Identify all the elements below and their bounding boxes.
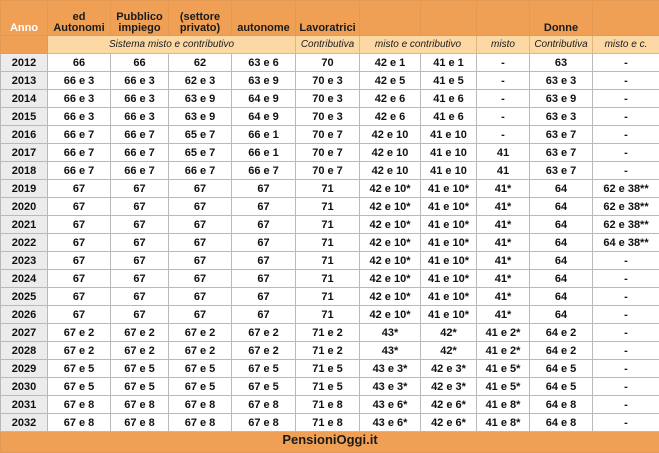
table-cell: 64: [530, 288, 593, 306]
table-cell: 67 e 2: [48, 342, 111, 360]
header-line: Anno: [1, 23, 47, 34]
table-cell: 43 e 3*: [360, 378, 421, 396]
table-cell: 63 e 9: [169, 108, 232, 126]
table-row: [1, 180, 659, 198]
table-cell: 66 e 3: [48, 108, 111, 126]
table-cell: 64 e 38**: [593, 234, 659, 252]
table-cell: 67 e 5: [232, 378, 296, 396]
table-cell: 67: [232, 198, 296, 216]
year-cell: 2032: [1, 414, 48, 432]
table-cell: 41 e 2*: [477, 342, 530, 360]
table-cell: 67 e 2: [232, 342, 296, 360]
table-cell: -: [593, 396, 659, 414]
table-cell: -: [593, 414, 659, 432]
table-cell: 41*: [477, 288, 530, 306]
year-cell: 2016: [1, 126, 48, 144]
table-cell: 67 e 8: [48, 414, 111, 432]
table-row: [1, 378, 659, 396]
table-cell: 41 e 10*: [421, 216, 477, 234]
table-cell: 43 e 3*: [360, 360, 421, 378]
table-cell: 63 e 9: [232, 72, 296, 90]
table-row: [1, 342, 659, 360]
table-cell: 67 e 5: [111, 378, 169, 396]
table-cell: 70 e 7: [296, 162, 360, 180]
table-cell: 67: [111, 180, 169, 198]
header-cell: [593, 1, 659, 36]
table-cell: 67: [48, 252, 111, 270]
table-cell: 42*: [421, 342, 477, 360]
table-cell: -: [593, 54, 659, 72]
header-line: privato): [169, 23, 231, 34]
table-cell: 67: [169, 270, 232, 288]
table-cell: 67: [169, 288, 232, 306]
table-cell: 64 e 5: [530, 360, 593, 378]
table-cell: 42 e 10*: [360, 234, 421, 252]
table-cell: 67: [169, 234, 232, 252]
year-cell: 2013: [1, 72, 48, 90]
header-cell: [169, 1, 232, 36]
table-cell: 66 e 3: [48, 90, 111, 108]
table-cell: 67 e 8: [48, 396, 111, 414]
table-cell: 71: [296, 306, 360, 324]
table-cell: 67 e 8: [169, 396, 232, 414]
table-cell: 41 e 10*: [421, 252, 477, 270]
table-cell: 70 e 3: [296, 108, 360, 126]
table-cell: 67: [169, 252, 232, 270]
table-cell: 66 e 1: [232, 126, 296, 144]
table-cell: 42 e 3*: [421, 378, 477, 396]
table-cell: 67: [111, 216, 169, 234]
table-cell: 63 e 7: [530, 144, 593, 162]
table-cell: 64: [530, 180, 593, 198]
table-cell: -: [477, 90, 530, 108]
table-cell: 66 e 7: [111, 144, 169, 162]
table-cell: 66 e 1: [232, 144, 296, 162]
header-line: Pubblico: [111, 12, 168, 23]
table-cell: 71 e 8: [296, 396, 360, 414]
table-row: [1, 252, 659, 270]
table-cell: 66 e 7: [111, 126, 169, 144]
table-cell: 62 e 38**: [593, 198, 659, 216]
table-row: [1, 396, 659, 414]
table-cell: 66 e 7: [48, 126, 111, 144]
table-cell: 66 e 3: [111, 108, 169, 126]
table-cell: 67 e 8: [232, 414, 296, 432]
table-cell: 41 e 10*: [421, 198, 477, 216]
table-cell: 67: [232, 252, 296, 270]
subheader-misto: misto: [477, 36, 530, 54]
table-cell: 42 e 10: [360, 162, 421, 180]
table-cell: 63 e 6: [232, 54, 296, 72]
table-cell: 41*: [477, 270, 530, 288]
table-cell: 41 e 10*: [421, 288, 477, 306]
table-cell: 64 e 8: [530, 396, 593, 414]
table-cell: 67 e 2: [48, 324, 111, 342]
table-cell: 71: [296, 216, 360, 234]
header-line: autonome: [232, 23, 295, 34]
table-row: [1, 216, 659, 234]
table-cell: 67 e 2: [169, 342, 232, 360]
table-row: [1, 270, 659, 288]
table-cell: 43*: [360, 342, 421, 360]
year-cell: 2019: [1, 180, 48, 198]
table-cell: 64: [530, 270, 593, 288]
table-cell: 67: [111, 252, 169, 270]
table-cell: 63 e 9: [169, 90, 232, 108]
table-cell: 67 e 8: [232, 396, 296, 414]
table-cell: 62 e 3: [169, 72, 232, 90]
table-cell: 42 e 10*: [360, 306, 421, 324]
year-cell: 2018: [1, 162, 48, 180]
table-cell: 42 e 6: [360, 108, 421, 126]
table-cell: 67: [232, 180, 296, 198]
table-cell: 67 e 8: [169, 414, 232, 432]
table-cell: 67 e 5: [48, 378, 111, 396]
table-cell: 41*: [477, 198, 530, 216]
table-cell: -: [593, 378, 659, 396]
table-cell: 71 e 2: [296, 342, 360, 360]
table-cell: 67 e 5: [111, 360, 169, 378]
header-line: Autonomi: [48, 23, 110, 34]
table-cell: 42 e 6*: [421, 414, 477, 432]
header-cell: [530, 1, 593, 36]
table-cell: 64: [530, 198, 593, 216]
table-cell: 63: [530, 54, 593, 72]
table-cell: 67 e 2: [169, 324, 232, 342]
table-cell: 42 e 10*: [360, 216, 421, 234]
table-row: [1, 90, 659, 108]
table-cell: 67 e 5: [48, 360, 111, 378]
table-cell: -: [593, 144, 659, 162]
table-cell: 41 e 10: [421, 126, 477, 144]
table-cell: 62 e 38**: [593, 180, 659, 198]
table-cell: 71: [296, 234, 360, 252]
year-cell: 2028: [1, 342, 48, 360]
table-cell: 42 e 10*: [360, 288, 421, 306]
footer-brand: PensioniOggi.it: [1, 432, 659, 453]
year-cell: 2015: [1, 108, 48, 126]
table-cell: 71: [296, 180, 360, 198]
table-cell: 41*: [477, 306, 530, 324]
table-subheader-row: [1, 36, 659, 54]
table-cell: 67: [111, 306, 169, 324]
year-cell: 2026: [1, 306, 48, 324]
table-row: [1, 162, 659, 180]
table-row: [1, 414, 659, 432]
table-cell: 67 e 8: [111, 414, 169, 432]
table-cell: 66 e 7: [48, 162, 111, 180]
year-cell: 2023: [1, 252, 48, 270]
table-cell: 62 e 38**: [593, 216, 659, 234]
table-cell: -: [477, 72, 530, 90]
table-cell: 67 e 2: [111, 342, 169, 360]
table-cell: -: [477, 54, 530, 72]
table-cell: 41 e 6: [421, 108, 477, 126]
table-cell: 42 e 6: [360, 90, 421, 108]
table-cell: 67 e 5: [169, 378, 232, 396]
year-cell: 2012: [1, 54, 48, 72]
table-cell: 67: [232, 270, 296, 288]
table-cell: -: [593, 288, 659, 306]
table-row: [1, 288, 659, 306]
table-row: [1, 72, 659, 90]
table-cell: 70 e 3: [296, 90, 360, 108]
header-line: Lavoratrici: [296, 23, 359, 34]
table-cell: -: [593, 90, 659, 108]
table-row: [1, 108, 659, 126]
table-cell: -: [477, 126, 530, 144]
table-cell: 63 e 9: [530, 90, 593, 108]
table-cell: 66 e 3: [48, 72, 111, 90]
table-row: [1, 198, 659, 216]
table-row: [1, 360, 659, 378]
table-cell: 64: [530, 306, 593, 324]
table-cell: 67: [111, 288, 169, 306]
table-cell: 41 e 5*: [477, 378, 530, 396]
table-cell: 43 e 6*: [360, 396, 421, 414]
header-line: Donne: [530, 23, 592, 34]
table-row: [1, 54, 659, 72]
table-cell: 67 e 5: [169, 360, 232, 378]
table-row: [1, 144, 659, 162]
table-cell: 70 e 3: [296, 72, 360, 90]
table-cell: 64 e 5: [530, 378, 593, 396]
table-cell: 66: [111, 54, 169, 72]
table-cell: 41 e 8*: [477, 396, 530, 414]
header-cell: [360, 1, 421, 36]
table-cell: -: [477, 108, 530, 126]
table-cell: 41*: [477, 216, 530, 234]
table-cell: 42 e 10*: [360, 198, 421, 216]
table-cell: 67: [169, 216, 232, 234]
table-cell: 71 e 8: [296, 414, 360, 432]
table-cell: -: [593, 342, 659, 360]
year-cell: 2031: [1, 396, 48, 414]
header-cell: [232, 1, 296, 36]
table-cell: 71: [296, 288, 360, 306]
table-cell: 67: [48, 180, 111, 198]
year-cell: 2024: [1, 270, 48, 288]
table-cell: 66 e 7: [169, 162, 232, 180]
table-cell: -: [593, 162, 659, 180]
table-cell: 42 e 10: [360, 126, 421, 144]
subheader-anno-cell: [1, 36, 48, 54]
table-cell: 65 e 7: [169, 144, 232, 162]
table-cell: 66 e 7: [111, 162, 169, 180]
table-cell: 42*: [421, 324, 477, 342]
table-cell: 41 e 1: [421, 54, 477, 72]
table-cell: 64 e 2: [530, 342, 593, 360]
header-line: impiego: [111, 23, 168, 34]
header-cell: [421, 1, 477, 36]
year-cell: 2022: [1, 234, 48, 252]
table-footer-row: [1, 432, 659, 453]
table-cell: -: [593, 360, 659, 378]
table-cell: 66 e 7: [232, 162, 296, 180]
table-cell: 42 e 5: [360, 72, 421, 90]
year-cell: 2030: [1, 378, 48, 396]
table-cell: 67: [48, 288, 111, 306]
table-cell: 70 e 7: [296, 144, 360, 162]
table-header-row: [1, 1, 659, 36]
table-cell: 67 e 5: [232, 360, 296, 378]
table-cell: 41 e 10*: [421, 306, 477, 324]
year-cell: 2014: [1, 90, 48, 108]
table-cell: 41 e 5*: [477, 360, 530, 378]
table-cell: -: [593, 72, 659, 90]
table-cell: 66 e 3: [111, 72, 169, 90]
table-cell: 67: [169, 198, 232, 216]
year-cell: 2029: [1, 360, 48, 378]
table-cell: 67: [232, 288, 296, 306]
table-cell: -: [593, 108, 659, 126]
table-cell: 67: [48, 198, 111, 216]
subheader-sistema-misto: Sistema misto e contributivo: [48, 36, 296, 54]
table-cell: 42 e 1: [360, 54, 421, 72]
header-cell: [111, 1, 169, 36]
table-cell: 41*: [477, 180, 530, 198]
table-cell: 66: [48, 54, 111, 72]
table-cell: 66 e 3: [111, 90, 169, 108]
table-cell: 67: [48, 216, 111, 234]
year-cell: 2017: [1, 144, 48, 162]
table-cell: 67 e 2: [232, 324, 296, 342]
table-cell: 41 e 8*: [477, 414, 530, 432]
table-row: [1, 324, 659, 342]
table-cell: 67: [48, 270, 111, 288]
table-row: [1, 234, 659, 252]
table-cell: 41 e 10*: [421, 234, 477, 252]
table-cell: 66 e 7: [48, 144, 111, 162]
table-cell: 67: [232, 306, 296, 324]
header-cell: [477, 1, 530, 36]
table-cell: 67 e 8: [111, 396, 169, 414]
table-cell: 41: [477, 144, 530, 162]
table-cell: 67: [232, 216, 296, 234]
table-cell: 71 e 5: [296, 378, 360, 396]
table-cell: 41 e 6: [421, 90, 477, 108]
year-cell: 2025: [1, 288, 48, 306]
table-cell: 71: [296, 252, 360, 270]
table-cell: 42 e 3*: [421, 360, 477, 378]
table-cell: 67: [232, 234, 296, 252]
table-cell: 70 e 7: [296, 126, 360, 144]
header-cell: [48, 1, 111, 36]
table-cell: 67: [111, 198, 169, 216]
table-cell: 41*: [477, 234, 530, 252]
table-cell: 42 e 10: [360, 144, 421, 162]
table-cell: 41*: [477, 252, 530, 270]
table-cell: 41: [477, 162, 530, 180]
header-line: ed: [48, 12, 110, 23]
table-cell: 67: [111, 270, 169, 288]
table-cell: 42 e 6*: [421, 396, 477, 414]
table-cell: -: [593, 126, 659, 144]
table-cell: 71: [296, 198, 360, 216]
subheader-misto-e-c: misto e c.: [593, 36, 659, 54]
table-cell: 41 e 10: [421, 144, 477, 162]
table-cell: 42 e 10*: [360, 270, 421, 288]
table-cell: 71 e 2: [296, 324, 360, 342]
table-cell: 42 e 10*: [360, 252, 421, 270]
table-cell: 64: [530, 234, 593, 252]
table-cell: -: [593, 306, 659, 324]
table-row: [1, 126, 659, 144]
table-cell: 67 e 2: [111, 324, 169, 342]
table-cell: 41 e 10*: [421, 180, 477, 198]
table-cell: -: [593, 270, 659, 288]
table-cell: 64 e 2: [530, 324, 593, 342]
table-cell: 63 e 7: [530, 162, 593, 180]
table-cell: 67: [169, 180, 232, 198]
subheader-misto-contributivo: misto e contributivo: [360, 36, 477, 54]
table-cell: 62: [169, 54, 232, 72]
header-line: (settore: [169, 12, 231, 23]
table-cell: 67: [169, 306, 232, 324]
header-cell: [1, 1, 48, 36]
table-cell: 70: [296, 54, 360, 72]
table-cell: 64 e 9: [232, 108, 296, 126]
header-cell: [296, 1, 360, 36]
table-cell: -: [593, 252, 659, 270]
table-cell: 43 e 6*: [360, 414, 421, 432]
table-cell: 41 e 5: [421, 72, 477, 90]
table-cell: 67: [111, 234, 169, 252]
table-cell: 64: [530, 252, 593, 270]
table-cell: 41 e 10: [421, 162, 477, 180]
table-cell: 64 e 8: [530, 414, 593, 432]
subheader-contributiva-1: Contributiva: [296, 36, 360, 54]
year-cell: 2021: [1, 216, 48, 234]
table-row: [1, 306, 659, 324]
table-cell: 41 e 10*: [421, 270, 477, 288]
table-cell: 64: [530, 216, 593, 234]
year-cell: 2020: [1, 198, 48, 216]
table-cell: 42 e 10*: [360, 180, 421, 198]
table-cell: 43*: [360, 324, 421, 342]
table-cell: 64 e 9: [232, 90, 296, 108]
year-cell: 2027: [1, 324, 48, 342]
table-cell: -: [593, 324, 659, 342]
table-cell: 41 e 2*: [477, 324, 530, 342]
table-cell: 71 e 5: [296, 360, 360, 378]
table-cell: 63 e 3: [530, 108, 593, 126]
table-cell: 63 e 7: [530, 126, 593, 144]
table-cell: 65 e 7: [169, 126, 232, 144]
table-cell: 71: [296, 270, 360, 288]
subheader-contributiva-2: Contributiva: [530, 36, 593, 54]
table-cell: 67: [48, 306, 111, 324]
table-cell: 67: [48, 234, 111, 252]
table-cell: 63 e 3: [530, 72, 593, 90]
